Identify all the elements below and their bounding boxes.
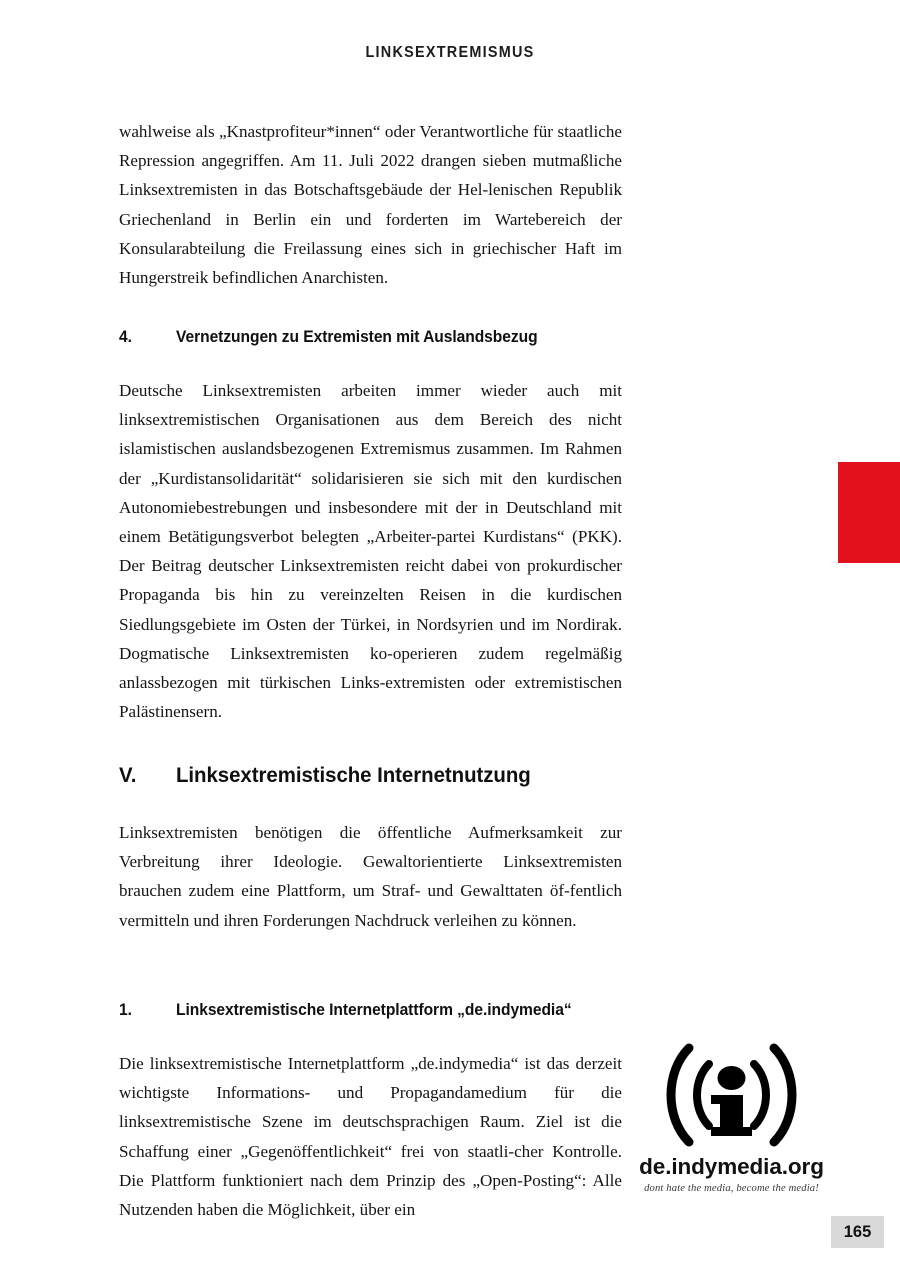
heading-title: Linksextremistische Internetnutzung: [176, 763, 531, 787]
paragraph-auslandsbezug: Deutsche Linksextremisten arbeiten immer wieder auch mit linksextremistischen Organisationen aus dem Bereich des nicht islamistischen auslandsbezogenen Extremismus zusammen. Im Rahmen der „Kurdistansolidarität“ solidarisieren sie sich mit den kurdischen Autonomiebestrebungen und insbesondere mit der in Deutschland mit einem Betätigungsverbot belegten „Arbeiter-​partei Kurdistans“ (PKK). Der Beitrag deutscher Linksextremisten reicht dabei von prokurdischer Propaganda bis hin zu vereinzelten Reisen in die kurdischen Siedlungsgebiete im Osten der Türkei, in Nordsyrien und im Nordirak. Dogmatische Linksextremisten ko-​operieren zudem regelmäßig anlassbezogen mit türkischen Links-​extremisten oder extremistischen Palästinensern.: [119, 381, 622, 722]
logo-tagline: dont hate the media, become the media!: [644, 1183, 819, 1194]
page-number: 165: [843, 1222, 872, 1241]
indymedia-logo: [634, 1038, 829, 1194]
logo-wordmark: de.indymedia.org: [639, 1154, 824, 1179]
heading-title: Vernetzungen zu Extremisten mit Auslandsbezug: [176, 328, 538, 346]
heading-title: Linksextremistische Internetplattform „de.indymedia“: [176, 1001, 572, 1019]
heading-section-1: [119, 1001, 622, 1020]
paragraph-internetnutzung: Linksextremisten benötigen die öffentliche Aufmerksamkeit zur Verbreitung ihrer Ideologie. Gewaltorientierte Linksextremisten brauchen zudem eine Plattform, um Straf- und Gewalttaten öf-​fentlich vermitteln und ihren Forderungen Nachdruck verleihen zu können.: [119, 823, 622, 930]
heading-number: 1.: [119, 1001, 132, 1019]
indymedia-broadcast-i-icon: [649, 1038, 814, 1148]
paragraph-indymedia: Die linksextremistische Internetplattform „de.indymedia“ ist das derzeit wichtigste Informations- und Propagandamedium für die linksextremistische Szene im deutschsprachigen Raum. Ziel ist die Schaffung einer „Gegenöffentlichkeit“ frei von staatli-​cher Kontrolle. Die Plattform funktioniert nach dem Prinzip des „Open-Posting“: Alle Nutzenden haben die Möglichkeit, über ein: [119, 1054, 622, 1220]
chapter-edge-tab: [838, 462, 900, 563]
heading-section-v: [119, 763, 622, 788]
heading-number: 4.: [119, 328, 132, 346]
paragraph-continuation: wahlweise als „Knastprofiteur*innen“ oder Verantwortliche für staatliche Repression angegriffen. Am 11. Juli 2022 drangen sieben mutmaßliche Linksextremisten in das Botschaftsgebäude der Hel-​lenischen Republik Griechenland in Berlin ein und forderten im Wartebereich der Konsularabteilung die Freilassung eines sich in griechischer Haft im Hungerstreik befindlichen Anarchisten.: [119, 122, 622, 288]
heading-number: V.: [119, 763, 137, 787]
page-number-box: [831, 1216, 884, 1248]
heading-section-4: [119, 328, 622, 347]
running-head: LINKSEXTREMISMUS: [365, 44, 535, 61]
